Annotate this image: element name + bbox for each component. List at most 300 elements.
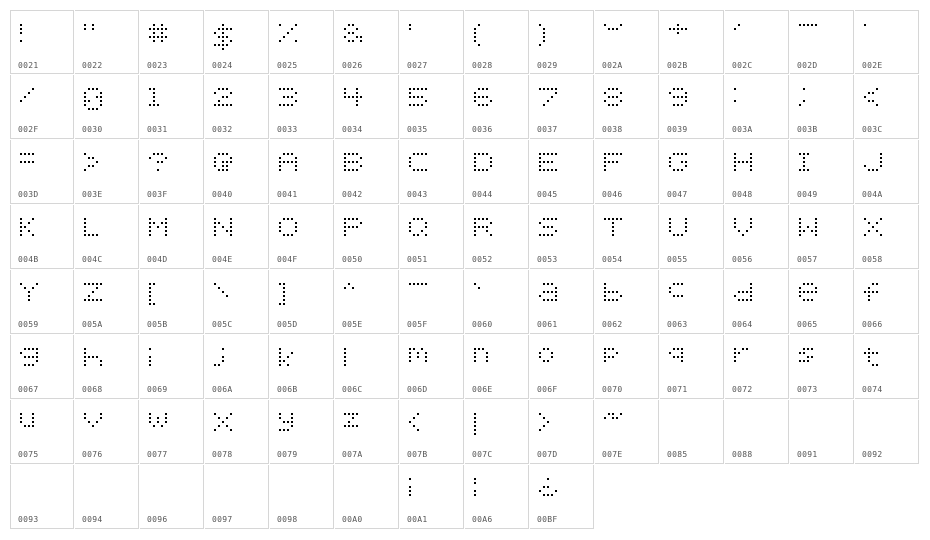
- glyph-cell-0057[interactable]: [790, 205, 854, 269]
- glyph-preview: [140, 270, 204, 320]
- glyph-code-label: 005B: [147, 320, 168, 329]
- glyph-preview: [11, 270, 75, 320]
- glyph-cell-006B[interactable]: [270, 335, 334, 399]
- glyph-preview: [270, 335, 334, 385]
- glyph-code-label: 0074: [862, 385, 883, 394]
- glyph-code-label: 0025: [277, 61, 298, 70]
- glyph-preview: [660, 270, 724, 320]
- glyph-cell-002E[interactable]: [855, 10, 919, 74]
- glyph-cell-0058[interactable]: [855, 205, 919, 269]
- glyph-preview: [205, 11, 269, 61]
- glyph-cell-004E[interactable]: [205, 205, 269, 269]
- glyph-cell-0031[interactable]: [140, 75, 204, 139]
- glyph-code-label: 0078: [212, 450, 233, 459]
- glyph-code-label: 002B: [667, 61, 688, 70]
- glyph-preview: [725, 11, 789, 61]
- glyph-preview: [400, 335, 464, 385]
- glyph-code-label: 0050: [342, 255, 363, 264]
- glyph-cell-0025[interactable]: [270, 10, 334, 74]
- glyph-cell-006A[interactable]: [205, 335, 269, 399]
- glyph-preview: [465, 465, 529, 515]
- glyph-cell-0053[interactable]: [530, 205, 594, 269]
- glyph-cell-0042[interactable]: [335, 140, 399, 204]
- glyph-code-label: 0056: [732, 255, 753, 264]
- glyph-cell-0060[interactable]: [465, 270, 529, 334]
- glyph-preview: [270, 205, 334, 255]
- glyph-cell-002C[interactable]: [725, 10, 789, 74]
- glyph-cell-0072[interactable]: [725, 335, 789, 399]
- glyph-preview: [790, 11, 854, 61]
- glyph-code-label: 006C: [342, 385, 363, 394]
- glyph-preview: [855, 335, 919, 385]
- glyph-code-label: 0058: [862, 255, 883, 264]
- glyph-preview: [75, 270, 139, 320]
- glyph-code-label: 0096: [147, 515, 168, 524]
- glyph-preview: [530, 140, 594, 190]
- glyph-cell-0055[interactable]: [660, 205, 724, 269]
- glyph-code-label: 0057: [797, 255, 818, 264]
- glyph-preview: [11, 140, 75, 190]
- glyph-cell-0094[interactable]: [75, 465, 139, 529]
- glyph-cell-0038[interactable]: [595, 75, 659, 139]
- glyph-code-label: 007D: [537, 450, 558, 459]
- glyph-preview: [595, 335, 659, 385]
- glyph-code-label: 005D: [277, 320, 298, 329]
- glyph-code-label: 0092: [862, 450, 883, 459]
- glyph-cell-0047[interactable]: [660, 140, 724, 204]
- glyph-code-label: 0036: [472, 125, 493, 134]
- glyph-preview: [205, 75, 269, 125]
- glyph-cell-0065[interactable]: [790, 270, 854, 334]
- glyph-preview: [335, 140, 399, 190]
- glyph-code-label: 005E: [342, 320, 363, 329]
- glyph-preview: [725, 270, 789, 320]
- glyph-preview: [790, 140, 854, 190]
- glyph-code-label: 0097: [212, 515, 233, 524]
- glyph-cell-0043[interactable]: [400, 140, 464, 204]
- glyph-code-label: 007E: [602, 450, 623, 459]
- glyph-preview: [11, 465, 75, 515]
- glyph-cell-0061[interactable]: [530, 270, 594, 334]
- glyph-preview: [140, 140, 204, 190]
- glyph-code-label: 0021: [18, 61, 39, 70]
- glyph-code-label: 006F: [537, 385, 558, 394]
- glyph-cell-0030[interactable]: [75, 75, 139, 139]
- glyph-preview: [530, 270, 594, 320]
- glyph-code-label: 002F: [18, 125, 39, 134]
- glyph-code-label: 0072: [732, 385, 753, 394]
- glyph-cell-005E[interactable]: [335, 270, 399, 334]
- glyph-preview: [855, 270, 919, 320]
- glyph-code-label: 003E: [82, 190, 103, 199]
- glyph-code-label: 0076: [82, 450, 103, 459]
- glyph-preview: [595, 400, 659, 450]
- glyph-cell-0036[interactable]: [465, 75, 529, 139]
- glyph-preview: [335, 270, 399, 320]
- glyph-code-label: 0039: [667, 125, 688, 134]
- glyph-cell-003C[interactable]: [855, 75, 919, 139]
- glyph-cell-0098[interactable]: [270, 465, 334, 529]
- glyph-cell-0033[interactable]: [270, 75, 334, 139]
- glyph-preview: [75, 205, 139, 255]
- glyph-code-label: 00A6: [472, 515, 493, 524]
- glyph-preview: [140, 465, 204, 515]
- glyph-preview: [530, 465, 594, 515]
- glyph-preview: [400, 205, 464, 255]
- glyph-preview: [465, 400, 529, 450]
- glyph-cell-0027[interactable]: [400, 10, 464, 74]
- glyph-cell-007E[interactable]: [595, 400, 659, 464]
- glyph-code-label: 0068: [82, 385, 103, 394]
- glyph-cell-0079[interactable]: [270, 400, 334, 464]
- glyph-cell-007A[interactable]: [335, 400, 399, 464]
- glyph-cell-003E[interactable]: [75, 140, 139, 204]
- glyph-code-label: 00A0: [342, 515, 363, 524]
- glyph-preview: [270, 270, 334, 320]
- glyph-code-label: 0064: [732, 320, 753, 329]
- glyph-preview: [205, 465, 269, 515]
- glyph-code-label: 0051: [407, 255, 428, 264]
- glyph-preview: [855, 75, 919, 125]
- glyph-code-label: 003F: [147, 190, 168, 199]
- glyph-code-label: 0073: [797, 385, 818, 394]
- glyph-preview: [530, 205, 594, 255]
- glyph-cell-0075[interactable]: [10, 400, 74, 464]
- glyph-cell-006C[interactable]: [335, 335, 399, 399]
- glyph-preview: [11, 11, 75, 61]
- glyph-cell-005A[interactable]: [75, 270, 139, 334]
- glyph-preview: [595, 140, 659, 190]
- glyph-code-label: 0070: [602, 385, 623, 394]
- glyph-cell-0074[interactable]: [855, 335, 919, 399]
- glyph-code-label: 0069: [147, 385, 168, 394]
- glyph-preview: [400, 140, 464, 190]
- glyph-code-label: 003A: [732, 125, 753, 134]
- glyph-cell-0076[interactable]: [75, 400, 139, 464]
- glyph-code-label: 002D: [797, 61, 818, 70]
- glyph-preview: [75, 465, 139, 515]
- glyph-cell-004D[interactable]: [140, 205, 204, 269]
- glyph-preview: [725, 140, 789, 190]
- glyph-code-label: 0085: [667, 450, 688, 459]
- glyph-code-label: 0037: [537, 125, 558, 134]
- glyph-preview: [660, 400, 724, 450]
- glyph-cell-0021[interactable]: [10, 10, 74, 74]
- glyph-preview: [595, 11, 659, 61]
- glyph-cell-0039[interactable]: [660, 75, 724, 139]
- glyph-cell-0088[interactable]: [725, 400, 789, 464]
- glyph-code-label: 004C: [82, 255, 103, 264]
- glyph-preview: [660, 205, 724, 255]
- glyph-preview: [660, 11, 724, 61]
- glyph-preview: [400, 11, 464, 61]
- glyph-cell-0034[interactable]: [335, 75, 399, 139]
- glyph-preview: [335, 205, 399, 255]
- glyph-preview: [335, 75, 399, 125]
- glyph-code-label: 007B: [407, 450, 428, 459]
- glyph-cell-0050[interactable]: [335, 205, 399, 269]
- glyph-preview: [270, 140, 334, 190]
- glyph-code-label: 005A: [82, 320, 103, 329]
- glyph-cell-0056[interactable]: [725, 205, 789, 269]
- glyph-cell-0054[interactable]: [595, 205, 659, 269]
- glyph-code-label: 004D: [147, 255, 168, 264]
- glyph-cell-0035[interactable]: [400, 75, 464, 139]
- glyph-preview: [140, 11, 204, 61]
- glyph-preview: [400, 270, 464, 320]
- glyph-preview: [400, 75, 464, 125]
- glyph-code-label: 0079: [277, 450, 298, 459]
- glyph-preview: [465, 140, 529, 190]
- glyph-code-label: 0059: [18, 320, 39, 329]
- glyph-code-label: 006E: [472, 385, 493, 394]
- glyph-preview: [11, 400, 75, 450]
- glyph-preview: [790, 270, 854, 320]
- glyph-code-label: 0045: [537, 190, 558, 199]
- glyph-cell-0077[interactable]: [140, 400, 204, 464]
- glyph-preview: [75, 140, 139, 190]
- glyph-cell-00A6[interactable]: [465, 465, 529, 529]
- glyph-cell-00A0[interactable]: [335, 465, 399, 529]
- glyph-cell-007C[interactable]: [465, 400, 529, 464]
- glyph-cell-0070[interactable]: [595, 335, 659, 399]
- glyph-preview: [530, 11, 594, 61]
- glyph-code-label: 003D: [18, 190, 39, 199]
- glyph-preview: [400, 400, 464, 450]
- glyph-cell-0024[interactable]: [205, 10, 269, 74]
- glyph-cell-0078[interactable]: [205, 400, 269, 464]
- glyph-cell-0093[interactable]: [10, 465, 74, 529]
- glyph-cell-0051[interactable]: [400, 205, 464, 269]
- glyph-cell-004A[interactable]: [855, 140, 919, 204]
- glyph-code-label: 0026: [342, 61, 363, 70]
- glyph-cell-0092[interactable]: [855, 400, 919, 464]
- glyph-code-label: 0042: [342, 190, 363, 199]
- glyph-code-label: 0053: [537, 255, 558, 264]
- glyph-cell-003B[interactable]: [790, 75, 854, 139]
- glyph-cell-0022[interactable]: [75, 10, 139, 74]
- glyph-preview: [205, 400, 269, 450]
- glyph-preview: [140, 335, 204, 385]
- glyph-cell-006E[interactable]: [465, 335, 529, 399]
- glyph-cell-002D[interactable]: [790, 10, 854, 74]
- glyph-code-label: 006B: [277, 385, 298, 394]
- glyph-code-label: 0098: [277, 515, 298, 524]
- glyph-cell-0045[interactable]: [530, 140, 594, 204]
- glyph-cell-0085[interactable]: [660, 400, 724, 464]
- glyph-cell-0059[interactable]: [10, 270, 74, 334]
- glyph-cell-0064[interactable]: [725, 270, 789, 334]
- glyph-code-label: 0077: [147, 450, 168, 459]
- glyph-preview: [140, 205, 204, 255]
- glyph-code-label: 004E: [212, 255, 233, 264]
- glyph-cell-004F[interactable]: [270, 205, 334, 269]
- glyph-cell-0066[interactable]: [855, 270, 919, 334]
- glyph-cell-007D[interactable]: [530, 400, 594, 464]
- glyph-preview: [790, 205, 854, 255]
- glyph-preview: [465, 205, 529, 255]
- glyph-code-label: 0033: [277, 125, 298, 134]
- glyph-code-label: 0071: [667, 385, 688, 394]
- glyph-code-label: 0054: [602, 255, 623, 264]
- glyph-preview: [465, 335, 529, 385]
- glyph-code-label: 0031: [147, 125, 168, 134]
- glyph-code-label: 0046: [602, 190, 623, 199]
- glyph-cell-0046[interactable]: [595, 140, 659, 204]
- glyph-preview: [270, 11, 334, 61]
- glyph-preview: [75, 335, 139, 385]
- glyph-code-label: 007C: [472, 450, 493, 459]
- glyph-preview: [855, 11, 919, 61]
- glyph-preview: [465, 11, 529, 61]
- glyph-cell-0028[interactable]: [465, 10, 529, 74]
- glyph-code-label: 0063: [667, 320, 688, 329]
- glyph-preview: [270, 400, 334, 450]
- glyph-cell-0023[interactable]: [140, 10, 204, 74]
- glyph-preview: [270, 75, 334, 125]
- glyph-preview: [11, 75, 75, 125]
- glyph-preview: [270, 465, 334, 515]
- glyph-cell-0040[interactable]: [205, 140, 269, 204]
- glyph-cell-005B[interactable]: [140, 270, 204, 334]
- glyph-cell-002B[interactable]: [660, 10, 724, 74]
- glyph-cell-0044[interactable]: [465, 140, 529, 204]
- glyph-cell-0052[interactable]: [465, 205, 529, 269]
- glyph-preview: [725, 75, 789, 125]
- glyph-cell-0062[interactable]: [595, 270, 659, 334]
- glyph-cell-0067[interactable]: [10, 335, 74, 399]
- glyph-preview: [335, 400, 399, 450]
- glyph-preview: [725, 400, 789, 450]
- glyph-cell-005D[interactable]: [270, 270, 334, 334]
- glyph-code-label: 004F: [277, 255, 298, 264]
- glyph-preview: [335, 335, 399, 385]
- glyph-cell-0041[interactable]: [270, 140, 334, 204]
- glyph-preview: [855, 205, 919, 255]
- glyph-cell-0096[interactable]: [140, 465, 204, 529]
- glyph-cell-003A[interactable]: [725, 75, 789, 139]
- glyph-preview: [790, 400, 854, 450]
- glyph-cell-00BF[interactable]: [530, 465, 594, 529]
- glyph-preview: [530, 75, 594, 125]
- glyph-code-label: 0047: [667, 190, 688, 199]
- glyph-cell-007B[interactable]: [400, 400, 464, 464]
- glyph-cell-0032[interactable]: [205, 75, 269, 139]
- glyph-cell-005C[interactable]: [205, 270, 269, 334]
- glyph-preview: [530, 400, 594, 450]
- glyph-cell-0091[interactable]: [790, 400, 854, 464]
- glyph-cell-004B[interactable]: [10, 205, 74, 269]
- glyph-cell-003F[interactable]: [140, 140, 204, 204]
- glyph-preview: [75, 400, 139, 450]
- glyph-code-label: 003B: [797, 125, 818, 134]
- glyph-code-label: 002C: [732, 61, 753, 70]
- glyph-code-label: 00BF: [537, 515, 558, 524]
- glyph-code-label: 00A1: [407, 515, 428, 524]
- glyph-code-label: 0038: [602, 125, 623, 134]
- glyph-cell-002A[interactable]: [595, 10, 659, 74]
- glyph-preview: [790, 75, 854, 125]
- glyph-preview: [465, 270, 529, 320]
- glyph-cell-0069[interactable]: [140, 335, 204, 399]
- glyph-cell-006D[interactable]: [400, 335, 464, 399]
- glyph-code-label: 0028: [472, 61, 493, 70]
- glyph-code-label: 0093: [18, 515, 39, 524]
- glyph-preview: [205, 205, 269, 255]
- glyph-preview: [140, 75, 204, 125]
- glyph-cell-0026[interactable]: [335, 10, 399, 74]
- glyph-cell-0048[interactable]: [725, 140, 789, 204]
- glyph-cell-003D[interactable]: [10, 140, 74, 204]
- glyph-cell-0071[interactable]: [660, 335, 724, 399]
- glyph-preview: [530, 335, 594, 385]
- glyph-preview: [335, 11, 399, 61]
- glyph-code-label: 0048: [732, 190, 753, 199]
- glyph-code-label: 0061: [537, 320, 558, 329]
- glyph-preview: [400, 465, 464, 515]
- glyph-code-label: 005C: [212, 320, 233, 329]
- glyph-cell-0029[interactable]: [530, 10, 594, 74]
- glyph-code-label: 004A: [862, 190, 883, 199]
- glyph-code-label: 0022: [82, 61, 103, 70]
- glyph-preview: [725, 205, 789, 255]
- glyph-code-label: 0055: [667, 255, 688, 264]
- glyph-code-label: 0044: [472, 190, 493, 199]
- glyph-cell-00A1[interactable]: [400, 465, 464, 529]
- glyph-cell-006F[interactable]: [530, 335, 594, 399]
- glyph-code-label: 0075: [18, 450, 39, 459]
- glyph-cell-0097[interactable]: [205, 465, 269, 529]
- glyph-code-label: 0040: [212, 190, 233, 199]
- glyph-preview: [725, 335, 789, 385]
- glyph-code-label: 005F: [407, 320, 428, 329]
- glyph-preview: [205, 140, 269, 190]
- glyph-preview: [660, 75, 724, 125]
- glyph-preview: [595, 205, 659, 255]
- glyph-preview: [595, 75, 659, 125]
- glyph-preview: [75, 75, 139, 125]
- glyph-code-label: 0041: [277, 190, 298, 199]
- glyph-cell-0049[interactable]: [790, 140, 854, 204]
- glyph-code-label: 0052: [472, 255, 493, 264]
- glyph-code-label: 004B: [18, 255, 39, 264]
- glyph-cell-0063[interactable]: [660, 270, 724, 334]
- glyph-preview: [595, 270, 659, 320]
- glyph-cell-002F[interactable]: [10, 75, 74, 139]
- glyph-preview: [660, 140, 724, 190]
- glyph-code-label: 0049: [797, 190, 818, 199]
- glyph-code-label: 0091: [797, 450, 818, 459]
- glyph-code-label: 0029: [537, 61, 558, 70]
- glyph-cell-0037[interactable]: [530, 75, 594, 139]
- glyph-code-label: 0043: [407, 190, 428, 199]
- glyph-code-label: 0062: [602, 320, 623, 329]
- glyph-preview: [11, 335, 75, 385]
- glyph-code-label: 007A: [342, 450, 363, 459]
- glyph-code-label: 0060: [472, 320, 493, 329]
- glyph-code-label: 0030: [82, 125, 103, 134]
- glyph-code-label: 002A: [602, 61, 623, 70]
- glyph-cell-004C[interactable]: [75, 205, 139, 269]
- glyph-code-label: 0067: [18, 385, 39, 394]
- glyph-preview: [660, 335, 724, 385]
- glyph-code-label: 006A: [212, 385, 233, 394]
- glyph-cell-005F[interactable]: [400, 270, 464, 334]
- glyph-cell-0068[interactable]: [75, 335, 139, 399]
- glyph-cell-0073[interactable]: [790, 335, 854, 399]
- glyph-preview: [205, 335, 269, 385]
- glyph-code-label: 006D: [407, 385, 428, 394]
